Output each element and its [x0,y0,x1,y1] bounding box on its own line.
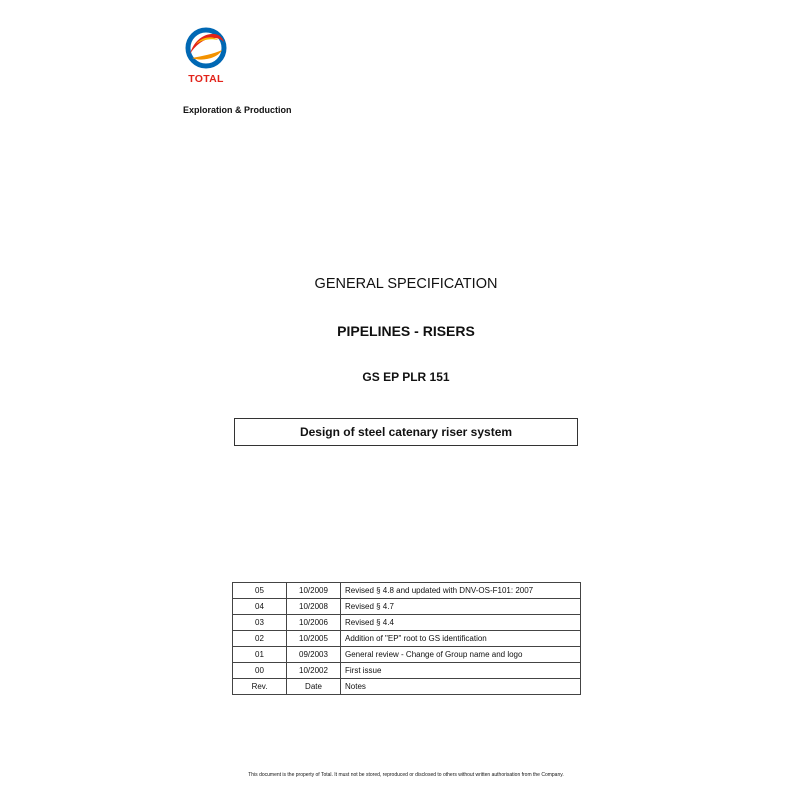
subject-box [234,418,578,446]
table-row [233,631,581,647]
total-logo-icon [178,24,234,72]
date-cell: 10/2009 [287,583,341,599]
rev-cell: 04 [233,599,287,615]
date-column-header: Date [287,679,341,695]
notes-cell: General review - Change of Group name and logo [341,647,581,663]
revision-table [232,582,581,695]
spec-type: GENERAL SPECIFICATION [314,276,498,292]
spec-title: PIPELINES - RISERS [337,323,475,339]
rev-cell: 03 [233,615,287,631]
table-row [233,583,581,599]
table-row [233,663,581,679]
date-cell: 10/2002 [287,663,341,679]
subject-text: Design of steel catenary riser system [299,425,513,439]
date-cell: 10/2006 [287,615,341,631]
division-label: Exploration & Production [183,105,292,115]
total-logo [178,24,234,88]
spec-code: GS EP PLR 151 [362,370,450,384]
table-row [233,615,581,631]
date-cell: 09/2003 [287,647,341,663]
table-header-row [233,679,581,695]
rev-cell: 05 [233,583,287,599]
date-cell: 10/2008 [287,599,341,615]
table-row [233,647,581,663]
rev-column-header: Rev. [233,679,287,695]
footer-notice: This document is the property of Total. It must not be stored, reproduced or disclosed to others without written authorisation from the Company. [248,772,564,778]
notes-cell: Revised § 4.4 [341,615,581,631]
rev-cell: 00 [233,663,287,679]
table-row [233,599,581,615]
notes-cell: Revised § 4.7 [341,599,581,615]
rev-cell: 02 [233,631,287,647]
notes-cell: First issue [341,663,581,679]
date-cell: 10/2005 [287,631,341,647]
notes-cell: Addition of "EP" root to GS identification [341,631,581,647]
rev-cell: 01 [233,647,287,663]
notes-cell: Revised § 4.8 and updated with DNV-OS-F101: 2007 [341,583,581,599]
notes-column-header: Notes [341,679,581,695]
logo-wordmark: TOTAL [188,73,224,85]
